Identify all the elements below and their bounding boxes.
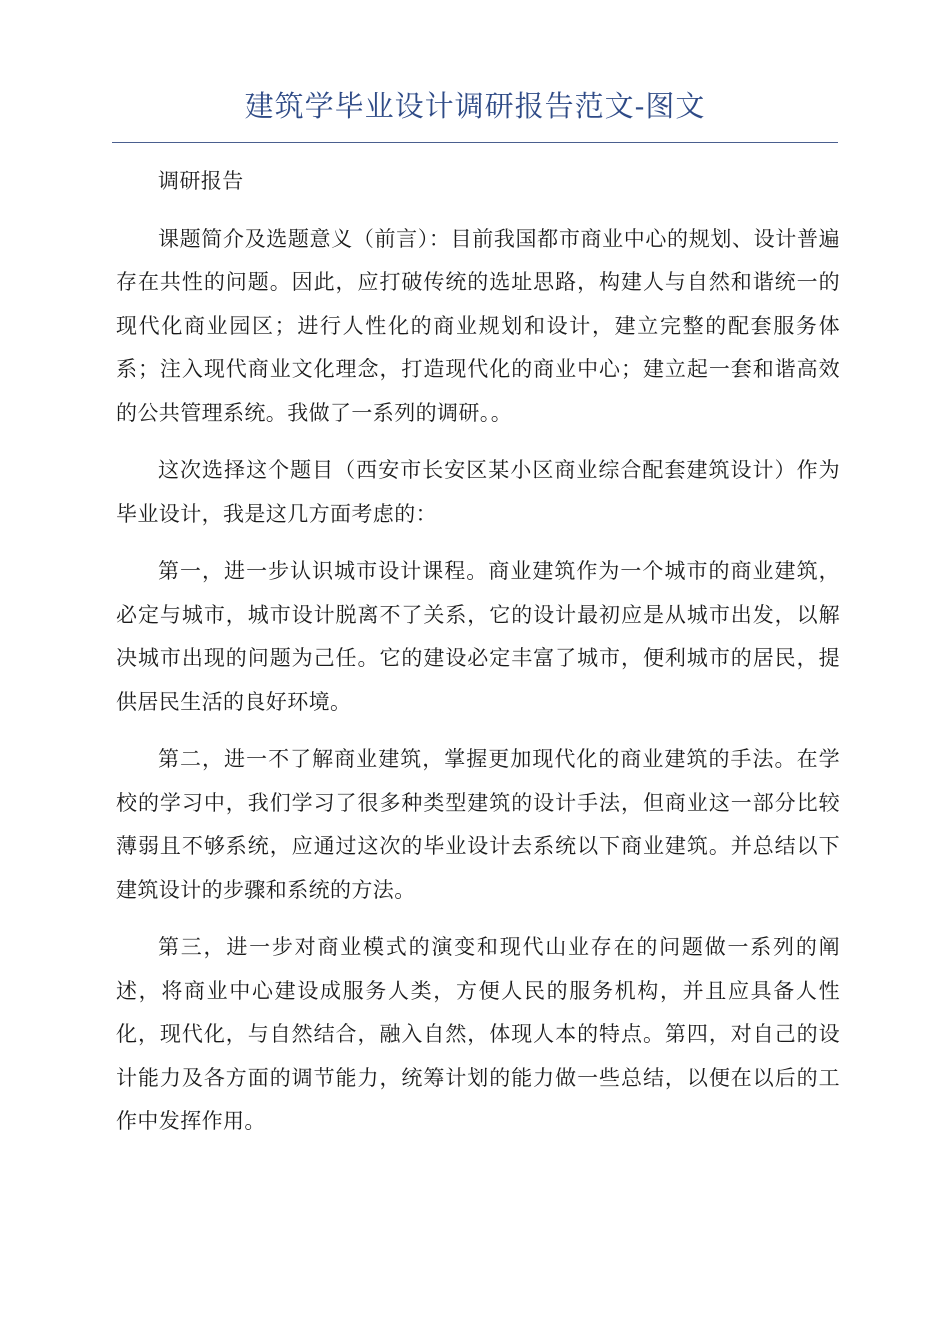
document-title: 建筑学毕业设计调研报告范文-图文	[244, 89, 706, 123]
paragraph-first-reason: 第一，进一步认识城市设计课程。商业建筑作为一个城市的商业建筑，必定与城市，城市设计脱离不了关系，它的设计最初应是从城市出发，以解决城市出现的问题为己任。它的建设必定丰富了城市，便利城市的居民，提供居民生活的良好环境。	[116, 559, 840, 714]
paragraph-intro: 课题简介及选题意义（前言）：目前我国都市商业中心的规划、设计普遍存在共性的问题。因此，应打破传统的选址思路，构建人与自然和谐统一的现代化商业园区；进行人性化的商业规划和设计，建立完整的配套服务体系；注入现代商业文化理念，打造现代化的商业中心；建立起一套和谐高效的公共管理系统。我做了一系列的调研。。	[116, 226, 840, 425]
paragraph-third-fourth-reason: 第三，进一步对商业模式的演变和现代山业存在的问题做一系列的阐述，将商业中心建设成服务人类，方便人民的服务机构，并且应具备人性化，现代化，与自然结合，融入自然，体现人本的特点。第四，对自己的设计能力及各方面的调节能力，统筹计划的能力做一些总结，以便在以后的工作中发挥作用。	[116, 935, 840, 1133]
document-body	[116, 160, 840, 1144]
section-heading: 调研报告	[158, 169, 244, 193]
paragraph-topic-choice: 这次选择这个题目（西安市长安区某小区商业综合配套建筑设计）作为毕业设计，我是这几方面考虑的：	[116, 458, 840, 526]
paragraph-second-reason: 第二，进一不了解商业建筑，掌握更加现代化的商业建筑的手法。在学校的学习中，我们学习了很多种类型建筑的设计手法，但商业这一部分比较薄弱且不够系统，应通过这次的毕业设计去系统以下商业建筑。并总结以下建筑设计的步骤和系统的方法。	[116, 747, 840, 902]
title-divider	[112, 142, 838, 143]
